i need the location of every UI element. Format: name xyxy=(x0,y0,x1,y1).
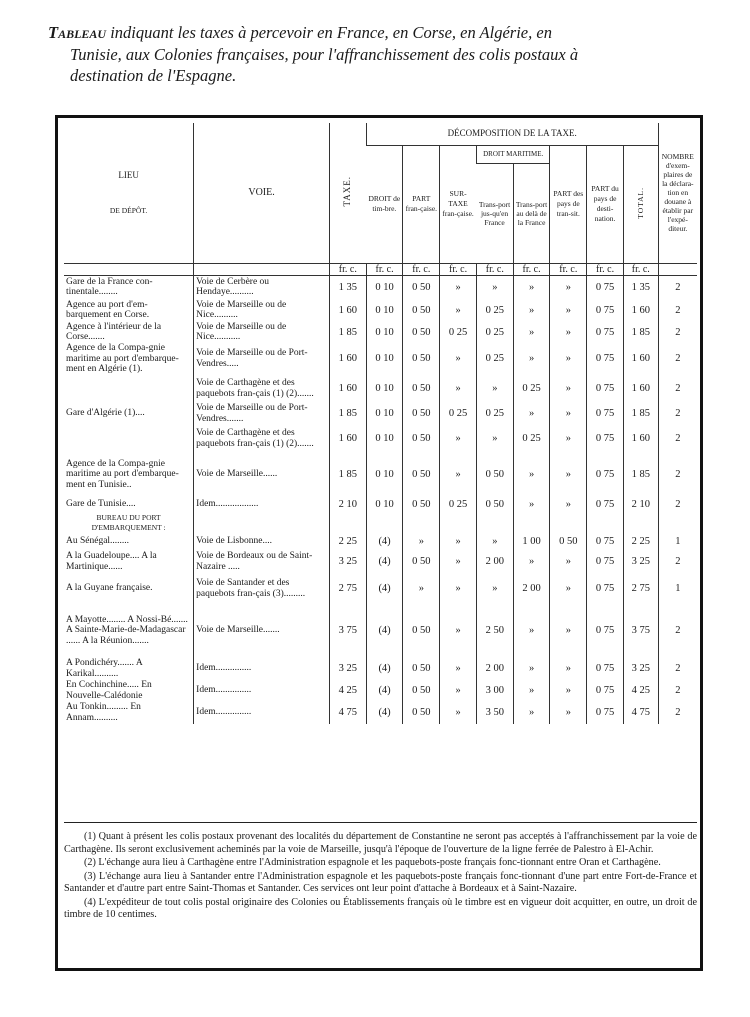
cell-surtaxe: » xyxy=(440,343,477,375)
units-row: fr. c. fr. c. fr. c. fr. c. fr. c. fr. c. fr. c. fr. c. fr. c. xyxy=(64,263,697,275)
cell-taxe: 3 75 xyxy=(329,604,366,658)
cell-trans1: 0 25 xyxy=(476,343,513,375)
cell-voie: Voie de Marseille....... xyxy=(194,604,330,658)
cell-voie: Voie de Marseille ou de Nice.......... xyxy=(194,299,330,321)
cell-timbre: 0 10 xyxy=(366,403,403,425)
cell-timbre: (4) xyxy=(366,702,403,724)
cell-taxe: 1 60 xyxy=(329,299,366,321)
cell-part: 0 50 xyxy=(403,680,440,702)
cell-lieu: Agence de la Compa-gnie maritime au port d'embarque-ment en Algérie (1). xyxy=(66,343,179,374)
cell-taxe: 1 60 xyxy=(329,343,366,375)
cell-voie: Idem............... xyxy=(194,658,330,680)
table-row xyxy=(64,275,697,299)
footnote-4: (4) L'expéditeur de tout colis postal originaire des Colonies ou Établissements français où le timbre est en vigueur doit acquitter, en outre, un droit de timbre de 10 centimes. xyxy=(64,896,697,920)
cell-transit: » xyxy=(550,403,587,425)
cell-trans1: 3 00 xyxy=(476,680,513,702)
footnote-3: (3) L'échange aura lieu à Santander entre l'Administration espagnole et les paquebots-poste français fonc-tionnant d'une part entre Fort-de-France et Santander et d'autre part entre Saint-Thomas et Santander. Ces services ont leur point d'attache à Bordeaux et à Saint-Nazaire. xyxy=(64,870,697,894)
cell-trans2: » xyxy=(513,453,550,497)
cell-trans1: 3 50 xyxy=(476,702,513,724)
cell-trans2: » xyxy=(513,343,550,375)
cell-trans1: » xyxy=(476,275,513,299)
cell-nb: 2 xyxy=(658,604,697,658)
table-row xyxy=(64,321,697,343)
cell-surtaxe: » xyxy=(440,550,477,574)
cell-voie xyxy=(194,513,330,534)
header-total: TOTAL. xyxy=(623,145,658,263)
cell-total: 1 60 xyxy=(623,343,658,375)
cell-voie: Voie de Marseille ou de Port-Vendres....... xyxy=(194,403,330,425)
cell-total: 3 25 xyxy=(623,658,658,680)
cell-part: 0 50 xyxy=(403,403,440,425)
cell-transit: » xyxy=(550,425,587,453)
header-transport-dela: Trans-port au delà de la France xyxy=(513,163,550,263)
header-decomposition: DÉCOMPOSITION DE LA TAXE. xyxy=(366,123,658,145)
cell-surtaxe: » xyxy=(440,702,477,724)
cell-timbre: 0 10 xyxy=(366,453,403,497)
cell-surtaxe: » xyxy=(440,375,477,403)
table-row xyxy=(64,453,697,497)
cell-surtaxe: » xyxy=(440,604,477,658)
cell-nb: 1 xyxy=(658,574,697,604)
cell-lieu: A la Guadeloupe.... A la Martinique...... xyxy=(66,551,157,572)
table-row xyxy=(64,299,697,321)
cell-dest: 0 75 xyxy=(587,550,624,574)
cell-total: 1 60 xyxy=(623,375,658,403)
cell-transit xyxy=(550,513,587,534)
cell-nb: 2 xyxy=(658,702,697,724)
cell-nb xyxy=(658,513,697,534)
cell-surtaxe: » xyxy=(440,453,477,497)
cell-taxe: 3 25 xyxy=(329,658,366,680)
cell-surtaxe: 0 25 xyxy=(440,497,477,513)
tax-table-frame xyxy=(55,115,703,971)
cell-total: 1 85 xyxy=(623,453,658,497)
cell-lieu: A la Guyane française. xyxy=(66,583,153,594)
header-part-francaise: PART fran-çaise. xyxy=(403,145,440,263)
cell-dest: 0 75 xyxy=(587,658,624,680)
cell-trans1: » xyxy=(476,534,513,550)
cell-transit: » xyxy=(550,680,587,702)
cell-voie: Voie de Carthagène et des paquebots fran-çais (1) (2)....... xyxy=(194,425,330,453)
cell-part: 0 50 xyxy=(403,375,440,403)
cell-timbre: (4) xyxy=(366,574,403,604)
cell-part: 0 50 xyxy=(403,658,440,680)
cell-nb: 2 xyxy=(658,550,697,574)
footnote-2: (2) L'échange aura lieu à Carthagène entre l'Administration espagnole et les paquebots-poste français fonc-tionnant entre Oran et Carthagène. xyxy=(84,857,661,868)
table-row xyxy=(64,534,697,550)
cell-voie: Voie de Marseille ou de Nice........... xyxy=(194,321,330,343)
cell-trans1 xyxy=(476,513,513,534)
cell-transit: » xyxy=(550,375,587,403)
cell-part: 0 50 xyxy=(403,550,440,574)
cell-surtaxe: » xyxy=(440,658,477,680)
cell-voie: Voie de Cerbère ou Hendaye.......... xyxy=(194,275,330,299)
header-part-destination: PART du pays de desti-nation. xyxy=(587,145,624,263)
cell-surtaxe: » xyxy=(440,534,477,550)
header-part-transit: PART des pays de tran-sit. xyxy=(550,145,587,263)
cell-dest xyxy=(587,513,624,534)
table-row xyxy=(64,425,697,453)
cell-nb: 2 xyxy=(658,343,697,375)
title-lead: Tableau xyxy=(48,23,107,42)
table-row xyxy=(64,702,697,724)
cell-taxe: 2 75 xyxy=(329,574,366,604)
cell-voie: Voie de Lisbonne.... xyxy=(194,534,330,550)
cell-surtaxe xyxy=(440,513,477,534)
cell-taxe: 1 35 xyxy=(329,275,366,299)
cell-transit: » xyxy=(550,343,587,375)
table-body xyxy=(64,275,697,724)
cell-total: 4 25 xyxy=(623,680,658,702)
cell-dest: 0 75 xyxy=(587,299,624,321)
cell-trans2 xyxy=(513,513,550,534)
cell-trans2: » xyxy=(513,275,550,299)
cell-transit: » xyxy=(550,574,587,604)
cell-lieu: Gare de la France con-tinentale........ xyxy=(66,276,153,298)
cell-dest: 0 75 xyxy=(587,321,624,343)
cell-lieu: A Pondichéry....... A Karikal.......... xyxy=(66,658,143,679)
cell-lieu xyxy=(64,375,194,403)
cell-surtaxe: 0 25 xyxy=(440,321,477,343)
cell-total: 2 75 xyxy=(623,574,658,604)
cell-timbre: (4) xyxy=(366,534,403,550)
cell-lieu: A Mayotte........ A Nossi-Bé....... A Sainte-Marie-de-Madagascar ...... A la Réunion....... xyxy=(66,614,188,646)
cell-trans2: » xyxy=(513,550,550,574)
cell-dest: 0 75 xyxy=(587,375,624,403)
cell-timbre: 0 10 xyxy=(366,425,403,453)
cell-surtaxe: » xyxy=(440,299,477,321)
cell-transit: » xyxy=(550,658,587,680)
cell-timbre: (4) xyxy=(366,680,403,702)
cell-part: 0 50 xyxy=(403,453,440,497)
cell-trans1: 2 00 xyxy=(476,658,513,680)
cell-nb: 2 xyxy=(658,680,697,702)
cell-trans1: 0 50 xyxy=(476,497,513,513)
header-surtaxe: SUR-TAXE fran-çaise. xyxy=(440,145,477,263)
cell-taxe: 2 10 xyxy=(329,497,366,513)
cell-trans1: 2 50 xyxy=(476,604,513,658)
cell-nb: 2 xyxy=(658,497,697,513)
cell-timbre: (4) xyxy=(366,604,403,658)
cell-taxe: 3 25 xyxy=(329,550,366,574)
cell-taxe: 1 85 xyxy=(329,403,366,425)
cell-nb: 2 xyxy=(658,425,697,453)
cell-trans2: » xyxy=(513,403,550,425)
cell-part xyxy=(403,513,440,534)
cell-lieu: Agence de la Compa-gnie maritime au port d'embarque-ment en Tunisie.. xyxy=(66,458,179,490)
cell-nb: 2 xyxy=(658,453,697,497)
header-transport-jusqu: Trans-port jus-qu'en France xyxy=(476,163,513,263)
footnotes xyxy=(64,822,697,923)
cell-part: 0 50 xyxy=(403,275,440,299)
cell-total: 1 85 xyxy=(623,321,658,343)
title-line-1: indiquant les taxes à percevoir en France, en Corse, en Algérie, en xyxy=(106,23,552,42)
cell-transit: » xyxy=(550,453,587,497)
cell-timbre: 0 10 xyxy=(366,375,403,403)
cell-trans1: 2 00 xyxy=(476,550,513,574)
cell-transit: » xyxy=(550,275,587,299)
cell-timbre: 0 10 xyxy=(366,343,403,375)
cell-transit: » xyxy=(550,550,587,574)
cell-voie: Voie de Marseille ou de Port-Vendres..... xyxy=(194,343,330,375)
cell-nb: 2 xyxy=(658,375,697,403)
cell-taxe: 1 60 xyxy=(329,425,366,453)
cell-voie: Voie de Marseille...... xyxy=(194,453,330,497)
cell-trans2: 0 25 xyxy=(513,425,550,453)
cell-total: 4 75 xyxy=(623,702,658,724)
cell-dest: 0 75 xyxy=(587,680,624,702)
cell-taxe: 4 25 xyxy=(329,680,366,702)
cell-trans1: » xyxy=(476,425,513,453)
cell-part: 0 50 xyxy=(403,321,440,343)
cell-part: 0 50 xyxy=(403,604,440,658)
table-row xyxy=(64,658,697,680)
cell-lieu: Agence au port d'em-barquement en Corse. xyxy=(66,299,150,320)
title-line-3: destination de l'Espagne. xyxy=(70,66,237,85)
table-row xyxy=(64,550,697,574)
cell-taxe: 2 25 xyxy=(329,534,366,550)
cell-lieu: BUREAU DU PORT D'EMBARQUEMENT : xyxy=(91,512,166,532)
cell-dest: 0 75 xyxy=(587,497,624,513)
cell-trans2: » xyxy=(513,497,550,513)
tax-table xyxy=(64,123,697,724)
header-droit-timbre: DROIT de tim-bre. xyxy=(366,145,403,263)
cell-timbre: 0 10 xyxy=(366,321,403,343)
cell-total: 1 85 xyxy=(623,403,658,425)
cell-trans1: 0 25 xyxy=(476,299,513,321)
cell-part: 0 50 xyxy=(403,343,440,375)
cell-dest: 0 75 xyxy=(587,574,624,604)
cell-lieu xyxy=(64,425,194,453)
cell-dest: 0 75 xyxy=(587,604,624,658)
cell-transit: » xyxy=(550,604,587,658)
cell-transit: » xyxy=(550,702,587,724)
cell-total: 1 60 xyxy=(623,299,658,321)
cell-lieu: Gare d'Algérie (1).... xyxy=(66,408,145,419)
cell-lieu: Au Tonkin......... En Annam.......... xyxy=(66,702,141,723)
cell-timbre: 0 10 xyxy=(366,275,403,299)
cell-dest: 0 75 xyxy=(587,453,624,497)
table-row xyxy=(64,497,697,513)
cell-trans1: » xyxy=(476,574,513,604)
cell-total: 3 25 xyxy=(623,550,658,574)
cell-voie: Voie de Bordeaux ou de Saint-Nazaire ..... xyxy=(194,550,330,574)
cell-nb: 2 xyxy=(658,321,697,343)
cell-part: 0 50 xyxy=(403,425,440,453)
cell-nb: 2 xyxy=(658,658,697,680)
cell-trans2: » xyxy=(513,680,550,702)
cell-trans1: 0 50 xyxy=(476,453,513,497)
cell-part: 0 50 xyxy=(403,497,440,513)
table-row xyxy=(64,574,697,604)
cell-dest: 0 75 xyxy=(587,534,624,550)
cell-part: » xyxy=(403,574,440,604)
cell-total: 1 35 xyxy=(623,275,658,299)
cell-trans2: 2 00 xyxy=(513,574,550,604)
cell-timbre: 0 10 xyxy=(366,299,403,321)
cell-voie: Voie de Carthagène et des paquebots fran-çais (1) (2)....... xyxy=(194,375,330,403)
cell-total: 2 25 xyxy=(623,534,658,550)
cell-total: 3 75 xyxy=(623,604,658,658)
cell-surtaxe: » xyxy=(440,425,477,453)
cell-nb: 1 xyxy=(658,534,697,550)
cell-dest: 0 75 xyxy=(587,275,624,299)
cell-total xyxy=(623,513,658,534)
cell-dest: 0 75 xyxy=(587,343,624,375)
cell-part: 0 50 xyxy=(403,702,440,724)
header-taxe: TAXE. xyxy=(329,123,366,263)
table-row xyxy=(64,403,697,425)
cell-timbre: (4) xyxy=(366,550,403,574)
title-line-2: Tunisie, aux Colonies françaises, pour l'affranchissement des colis postaux à xyxy=(70,44,579,64)
cell-trans1: » xyxy=(476,375,513,403)
table-row xyxy=(64,375,697,403)
cell-trans2: » xyxy=(513,658,550,680)
cell-dest: 0 75 xyxy=(587,702,624,724)
cell-part: » xyxy=(403,534,440,550)
cell-taxe: 1 85 xyxy=(329,453,366,497)
table-row xyxy=(64,680,697,702)
cell-surtaxe: » xyxy=(440,680,477,702)
cell-surtaxe: 0 25 xyxy=(440,403,477,425)
cell-dest: 0 75 xyxy=(587,425,624,453)
cell-part: 0 50 xyxy=(403,299,440,321)
header-voie: VOIE. xyxy=(194,123,330,263)
cell-surtaxe: » xyxy=(440,574,477,604)
cell-total: 1 60 xyxy=(623,425,658,453)
cell-nb: 2 xyxy=(658,299,697,321)
cell-trans2: 1 00 xyxy=(513,534,550,550)
document-title xyxy=(48,22,718,87)
cell-nb: 2 xyxy=(658,275,697,299)
cell-timbre xyxy=(366,513,403,534)
cell-nb: 2 xyxy=(658,403,697,425)
cell-dest: 0 75 xyxy=(587,403,624,425)
footnote-1: (1) Quant à présent les colis postaux provenant des localités du département de Constantine ne seront pas acceptés à l'affranchissement par la voie de Carthagène. Ils seront exclusivement acheminés par la voie de Marseille, jusqu'à l'époque de l'ouverture de la ligne ferrée de Palestro à El-Achir. xyxy=(64,831,697,855)
header-lieu: LIEU DE DÉPÔT. xyxy=(64,123,194,263)
header-nombre: NOMBRE d'exem-plaires de la déclara-tion en douane à établir par l'expé-diteur. xyxy=(658,123,697,263)
cell-total: 2 10 xyxy=(623,497,658,513)
cell-trans2: » xyxy=(513,321,550,343)
cell-transit: » xyxy=(550,497,587,513)
cell-lieu: Agence à l'intérieur de la Corse....... xyxy=(66,321,162,342)
cell-trans2: » xyxy=(513,702,550,724)
cell-voie: Idem............... xyxy=(194,680,330,702)
cell-timbre: (4) xyxy=(366,658,403,680)
cell-transit: » xyxy=(550,299,587,321)
cell-timbre: 0 10 xyxy=(366,497,403,513)
cell-taxe: 4 75 xyxy=(329,702,366,724)
cell-taxe: 1 60 xyxy=(329,375,366,403)
cell-taxe xyxy=(329,513,366,534)
cell-voie: Idem............... xyxy=(194,702,330,724)
cell-transit: 0 50 xyxy=(550,534,587,550)
cell-trans1: 0 25 xyxy=(476,403,513,425)
cell-trans2: 0 25 xyxy=(513,375,550,403)
table-row xyxy=(64,513,697,534)
cell-lieu: Au Sénégal........ xyxy=(66,536,130,547)
cell-voie: Voie de Santander et des paquebots fran-çais (3)......... xyxy=(194,574,330,604)
cell-lieu: En Cochinchine..... En Nouvelle-Calédonie xyxy=(66,680,152,701)
cell-lieu: Gare de Tunisie.... xyxy=(66,499,136,510)
cell-taxe: 1 85 xyxy=(329,321,366,343)
cell-trans1: 0 25 xyxy=(476,321,513,343)
cell-surtaxe: » xyxy=(440,275,477,299)
cell-trans2: » xyxy=(513,299,550,321)
header-droit-maritime: DROIT MARITIME. xyxy=(476,145,550,163)
table-row xyxy=(64,604,697,658)
cell-voie: Idem.................. xyxy=(194,497,330,513)
cell-transit: » xyxy=(550,321,587,343)
cell-trans2: » xyxy=(513,604,550,658)
table-row xyxy=(64,343,697,375)
table-header xyxy=(64,123,697,275)
